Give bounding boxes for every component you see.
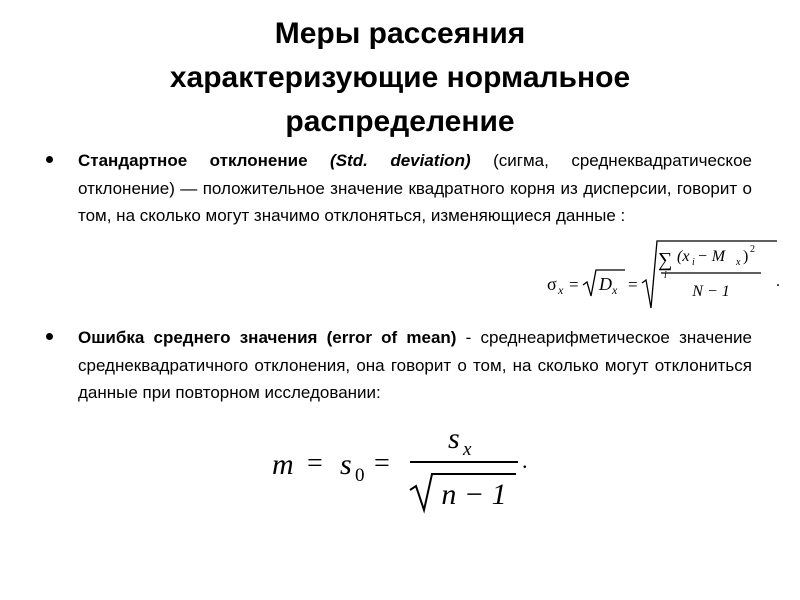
bullet-dot-icon (46, 333, 53, 340)
slide-title (60, 12, 740, 144)
bullet-dot-icon (46, 156, 53, 163)
sigma-sum: ∑ (658, 249, 673, 271)
bullet-std-deviation (46, 147, 752, 230)
me-eq1: = (307, 448, 323, 479)
mean-error-formula (270, 418, 540, 518)
sigma-sqrt-var-sub: x (612, 283, 618, 297)
std-deviation-term-en: (Std. deviation) (330, 151, 471, 170)
sigma-num-sub-x: x (736, 257, 741, 268)
sigma-formula (545, 238, 785, 310)
title-line-3: распределение (285, 105, 515, 138)
me-eq2: = (374, 448, 390, 479)
sigma-numerator: (x (677, 248, 690, 265)
title-line-1: Меры рассеяния (274, 17, 526, 50)
error-of-mean-text: - среднеарифметическое значение среднеквадратичного отклонения, она говорит о том, на сколько могут отклониться данные при повторном исследовании: (78, 328, 752, 402)
sigma-power: 2 (750, 244, 755, 255)
std-deviation-term: Стандартное отклонение (78, 151, 308, 170)
sigma-lhs: σ (547, 274, 557, 294)
me-s: s (340, 448, 352, 481)
sigma-num-sub-i: i (692, 257, 695, 268)
bullet-error-of-mean (46, 324, 752, 407)
me-m: m (272, 448, 294, 481)
error-of-mean-paragraph (78, 324, 752, 407)
sigma-sqrt-var: D (599, 274, 612, 294)
sigma-eq1: = (569, 275, 579, 294)
me-end: . (522, 448, 528, 473)
sigma-num-close: ) (743, 248, 749, 265)
sigma-eq2: = (628, 275, 638, 294)
sigma-denominator: N − 1 (692, 283, 730, 300)
std-deviation-paragraph (78, 147, 752, 230)
std-deviation-text: (сигма, среднеквадратическое отклонение) — положительное значение квадратного корня из дисперсии, говорит о том, на сколько могут значимо отклоняться, изменяющиеся данные : (78, 151, 752, 225)
me-s-sub: 0 (355, 465, 365, 486)
me-num: s (448, 422, 460, 455)
sigma-lhs-sub: x (558, 283, 564, 297)
error-of-mean-term: Ошибка среднего значения (error of mean) (78, 328, 457, 347)
sigma-minus: − M (697, 248, 726, 265)
me-den: n − 1 (441, 478, 507, 511)
sigma-end: . (776, 273, 780, 290)
me-num-sub: x (463, 439, 472, 460)
title-line-2: характеризующие нормальное (169, 61, 631, 94)
sigma-sum-sub: i (664, 270, 667, 281)
